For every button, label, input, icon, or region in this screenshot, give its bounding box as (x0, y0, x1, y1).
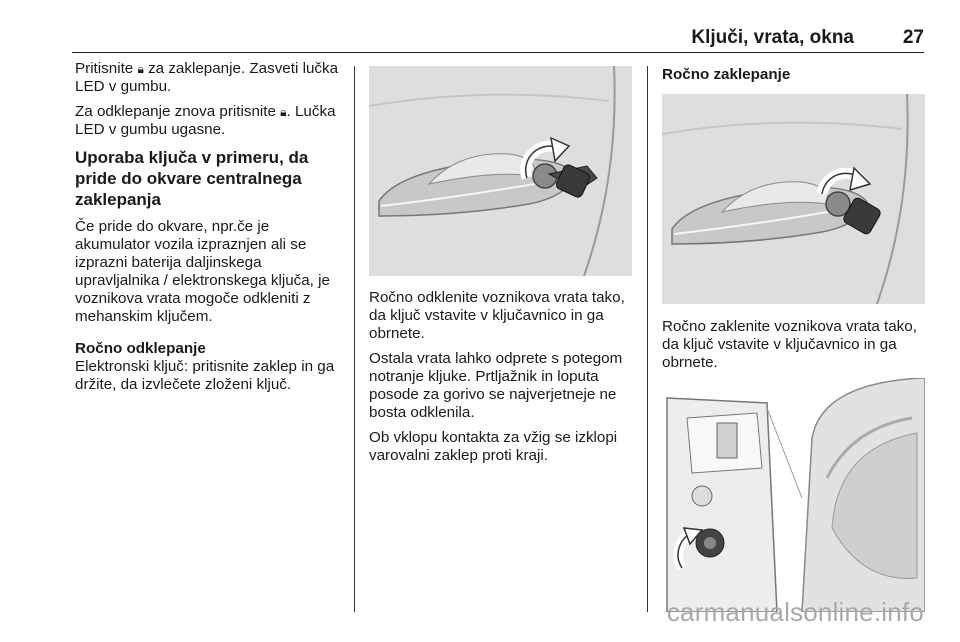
paragraph-manual-lock-instructions: Ročno zaklenite voznikova vrata tako, da ključ vstavite v ključavnico in ga obrnete. (662, 318, 917, 371)
sub-heading-manual-unlock: Ročno odklepanje (75, 340, 206, 357)
paragraph-unlock: Za odklepanje znova pritisnite 🔒︎. Lučka LED v gumbu ugasne. (75, 103, 336, 138)
page-header (72, 26, 924, 53)
door-handle-lock-figure (662, 94, 925, 304)
header-title: Ključi, vrata, okna (691, 27, 854, 48)
heading-manual-lock: Ročno zaklepanje (662, 66, 791, 83)
door-handle-unlock-figure (369, 66, 632, 276)
column-divider (354, 66, 355, 612)
page-number: 27 (902, 27, 924, 48)
door-interior-lock-figure (662, 378, 925, 612)
column-3 (662, 60, 926, 91)
paragraph-ignition: Ob vklopu kontakta za vžig se izklopi varovalni zaklep proti kraji. (369, 429, 618, 464)
paragraph-failure: Če pride do okvare, npr.če je akumulator vozila izpraznjen ali se izprazni baterija daljinskega upravljalnika / elektronskega ključa, je voznikova vrata mogoče odkleniti z mehanskim ključem. (75, 218, 330, 325)
column-1 (75, 60, 347, 401)
paragraph-manual-unlock: Ročno odklepanje Elektronski ključ: pritisnite zaklep in ga držite, da izvlečete zloženi ključ. (75, 340, 335, 393)
lock-icon: 🔒︎ (137, 62, 144, 76)
column-2 (369, 289, 634, 472)
lock-icon: 🔒︎ (280, 105, 287, 119)
paragraph-lock: Pritisnite 🔒︎ za zaklepanje. Zasveti lučka LED v gumbu. (75, 60, 339, 95)
watermark: carmanualsonline.info (666, 597, 924, 627)
section-heading: Uporaba ključa v primeru, da pride do okvare centralnega zaklepanja (75, 148, 309, 209)
paragraph-other-doors: Ostala vrata lahko odprete s potegom notranje kljuke. Prtljažnik in loputa posode za gorivo se najverjetneje ne bosta odklenila. (369, 350, 623, 421)
column-3-text (662, 318, 926, 379)
paragraph-manual-unlock-instructions: Ročno odklenite voznikova vrata tako, da ključ vstavite v ključavnico in ga obrnete. (369, 289, 625, 342)
column-divider (647, 66, 648, 612)
